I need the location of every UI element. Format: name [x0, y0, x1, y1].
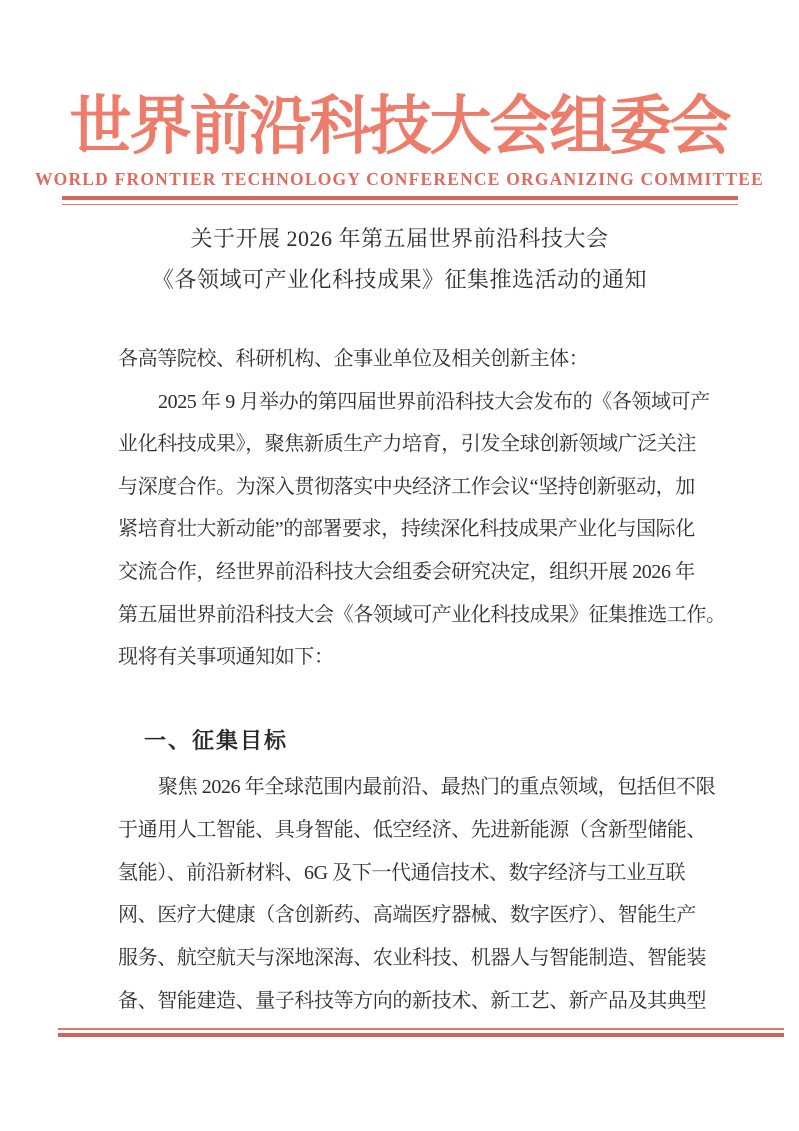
- notice-body-intro: [118, 338, 726, 679]
- section1-paragraph-line: 聚焦 2026 年全球范围内最前沿、最热门的重点领域，包括但不限: [158, 776, 716, 798]
- intro-paragraph-line: 第五届世界前沿科技大会《各领域可产业化科技成果》征集推选工作。: [118, 603, 726, 626]
- section1-paragraph-line: 服务、航空航天与深地深海、农业科技、机器人与智能制造、智能装: [118, 947, 706, 970]
- intro-paragraph-line: 2025 年 9 月举办的第四届世界前沿科技大会发布的《各领域可产: [158, 390, 710, 413]
- section1-paragraph-line: 网、医疗大健康（含创新药、高端医疗器械、数字医疗）、智能生产: [118, 904, 696, 927]
- intro-paragraph-line: 业化科技成果》，聚焦新质生产力培育，引发全球创新领域广泛关注: [118, 433, 696, 456]
- intro-paragraph-line: 紧培育壮大新动能”的部署要求，持续深化科技成果产业化与国际化: [118, 518, 695, 541]
- intro-paragraph-line: 现将有关事项通知如下：: [118, 646, 334, 669]
- notice-title: [0, 218, 799, 300]
- letterhead-org-name-cn: 世界前沿科技大会组委会: [69, 91, 730, 163]
- salutation-line: 各高等院校、科研机构、企事业单位及相关创新主体：: [118, 348, 589, 370]
- intro-paragraph-line: 与深度合作。为深入贯彻落实中央经济工作会议“坚持创新驱动，加: [118, 475, 695, 498]
- footer-double-rule: [58, 1028, 784, 1037]
- section1-body: [118, 766, 718, 1023]
- letterhead-org-name-en: WORLD FRONTIER TECHNOLOGY CONFERENCE ORGANIZING COMMITTEE: [34, 169, 765, 189]
- intro-paragraph-line: 交流合作，经世界前沿科技大会组委会研究决定，组织开展 2026 年: [118, 560, 695, 583]
- section1-paragraph-line: 于通用人工智能、具身智能、低空经济、先进新能源（含新型储能、: [118, 818, 706, 841]
- letterhead-double-rule: [62, 196, 738, 205]
- notice-title-line1: 关于开展 2026 年第五届世界前沿科技大会: [190, 226, 609, 251]
- section1-paragraph-line: 备、智能建造、量子科技等方向的新技术、新工艺、新产品及其典型: [118, 989, 706, 1012]
- section1-paragraph-line: 氢能）、前沿新材料、6G 及下一代通信技术、数字经济与工业互联: [118, 861, 686, 884]
- section1-heading: 一、征集目标: [144, 728, 289, 753]
- notice-title-line2: 《各领域可产业化科技成果》征集推选活动的通知: [151, 267, 647, 292]
